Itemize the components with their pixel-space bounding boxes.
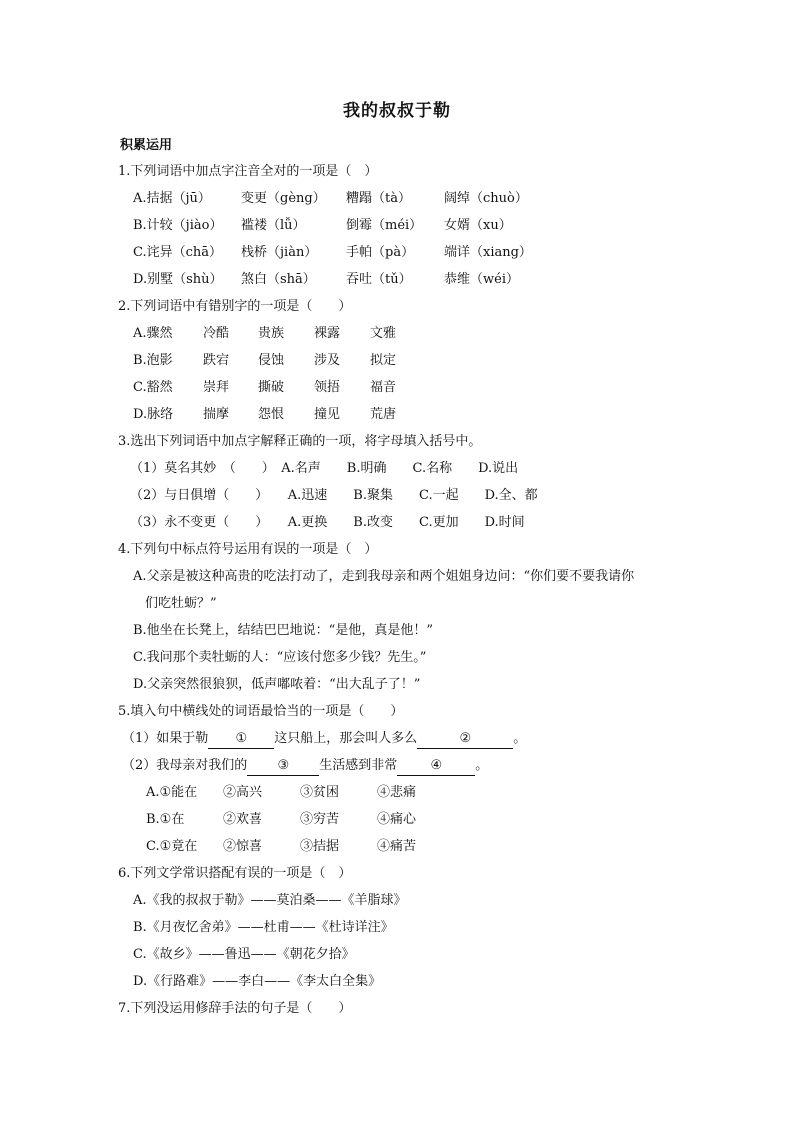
fill-blank: ④ xyxy=(397,757,475,776)
option-cell: 揣摩 xyxy=(203,407,230,422)
option-cell: 涉及 xyxy=(314,353,341,368)
option-cell: D.脉络 xyxy=(133,407,174,422)
sentence-text: （2）我母亲对我们的 xyxy=(122,758,248,773)
question-6-option-c: C.《故乡》——鲁迅——《朝花夕拾》 xyxy=(133,947,355,962)
question-2-option-d xyxy=(118,401,688,428)
option-cell: ④痛苦 xyxy=(377,839,417,854)
option-cell: ②欢喜 xyxy=(223,812,263,827)
option-cell: 怨恨 xyxy=(258,407,285,422)
option-cell: 倒霉（méi） xyxy=(346,218,423,233)
option-cell: B.计较（jiào） xyxy=(133,218,223,233)
question-7-stem: 7.下列没运用修辞手法的句子是（ ） xyxy=(118,1001,352,1016)
question-5-sentence-1 xyxy=(118,725,688,752)
option-cell: ④痛心 xyxy=(377,812,417,827)
question-2-option-a xyxy=(118,320,688,347)
option-cell: A.骤然 xyxy=(133,326,173,341)
option-cell: A.拮据（jū） xyxy=(133,191,211,206)
option-cell: 糟蹋（tà） xyxy=(346,191,411,206)
option-cell: B.①在 xyxy=(146,812,185,827)
option-cell: 福音 xyxy=(370,380,397,395)
option-cell: 煞白（shā） xyxy=(241,272,316,287)
question-3-item-3: （3）永不变更（ ） A.更换 B.改变 C.更加 D.时间 xyxy=(130,515,525,530)
option-cell: 变更（gèng） xyxy=(241,191,326,206)
option-cell: 吞吐（tǔ） xyxy=(346,272,412,287)
option-cell: 裸露 xyxy=(314,326,341,341)
question-4-option-a-continued: 们吃牡蛎？” xyxy=(145,596,217,611)
question-1-option-a xyxy=(118,185,688,212)
option-cell: D.别墅（shù） xyxy=(133,272,223,287)
option-cell: 侵蚀 xyxy=(258,353,285,368)
option-cell: 领捂 xyxy=(314,380,341,395)
option-cell: C.①竟在 xyxy=(146,839,198,854)
option-cell: ②高兴 xyxy=(223,785,263,800)
option-cell: A.①能在 xyxy=(146,785,198,800)
option-cell: 端详（xiang） xyxy=(444,245,532,260)
option-cell: 贵族 xyxy=(258,326,285,341)
option-cell: ③穷苦 xyxy=(300,812,340,827)
sentence-text: （1）如果于勒 xyxy=(122,731,209,746)
question-5-stem: 5.填入句中横线处的词语最恰当的一项是（ ） xyxy=(118,704,404,719)
question-5-option-c xyxy=(118,833,688,860)
sentence-text: 。 xyxy=(513,731,527,746)
option-cell: B.泡影 xyxy=(133,353,173,368)
sentence-text: 。 xyxy=(475,758,489,773)
question-6-option-a: A.《我的叔叔于勒》——莫泊桑——《羊脂球》 xyxy=(133,893,407,908)
page-title: 我的叔叔于勒 xyxy=(343,101,451,121)
question-4-option-b: B.他坐在长凳上，结结巴巴地说：“是他，真是他！” xyxy=(133,623,433,638)
option-cell: 恭维（wéi） xyxy=(444,272,519,287)
option-cell: 崇拜 xyxy=(203,380,230,395)
option-cell: 冷酷 xyxy=(203,326,230,341)
option-cell: 栈桥（jiàn） xyxy=(241,245,318,260)
option-cell: 跌宕 xyxy=(203,353,230,368)
section-heading: 积累运用 xyxy=(120,138,173,153)
sentence-text: 生活感到非常 xyxy=(319,758,398,773)
question-2-option-c xyxy=(118,374,688,401)
question-4-option-c: C.我问那个卖牡蛎的人：“应该付您多少钱？先生。” xyxy=(133,650,427,665)
option-cell: ④悲痛 xyxy=(377,785,417,800)
question-3-stem: 3.选出下列词语中加点字解释正确的一项，将字母填入括号中。 xyxy=(118,434,482,449)
option-cell: 女婿（xu） xyxy=(444,218,512,233)
option-cell: C.豁然 xyxy=(133,380,173,395)
question-1-option-c xyxy=(118,239,688,266)
sentence-text: 这只船上，那会叫人多么 xyxy=(274,731,418,746)
question-6-option-b: B.《月夜忆舍弟》——杜甫——《杜诗详注》 xyxy=(133,920,394,935)
option-cell: 拟定 xyxy=(370,353,397,368)
question-6-option-d: D.《行路难》——李白——《李太白全集》 xyxy=(133,974,382,989)
option-cell: 撞见 xyxy=(314,407,341,422)
question-4-stem: 4.下列句中标点符号运用有误的一项是（ ） xyxy=(118,542,378,557)
question-2-option-b xyxy=(118,347,688,374)
option-cell: 撕破 xyxy=(258,380,285,395)
question-1-stem: 1.下列词语中加点字注音全对的一项是（ ） xyxy=(118,164,378,179)
option-cell: 荒唐 xyxy=(370,407,397,422)
fill-blank: ③ xyxy=(247,757,319,776)
question-1-option-b xyxy=(118,212,688,239)
question-3-item-2: （2）与日俱增（ ） A.迅速 B.聚集 C.一起 D.全、都 xyxy=(130,488,538,503)
option-cell: ②惊喜 xyxy=(223,839,263,854)
question-5-option-a xyxy=(118,779,688,806)
option-cell: 阔绰（chuò） xyxy=(444,191,528,206)
option-cell: 褴褛（lǚ） xyxy=(241,218,306,233)
option-cell: ③贫困 xyxy=(300,785,340,800)
question-3-item-1: （1）莫名其妙 （ ） A.名声 B.明确 C.名称 D.说出 xyxy=(130,461,519,476)
question-6-stem: 6.下列文学常识搭配有误的一项是（ ） xyxy=(118,866,352,881)
option-cell: 文雅 xyxy=(370,326,397,341)
question-4-option-a: A.父亲是被这种高贵的吃法打动了，走到我母亲和两个姐姐身边问：“你们要不要我请你 xyxy=(133,569,635,584)
fill-blank: ① xyxy=(208,730,274,749)
question-1-option-d xyxy=(118,266,688,293)
question-5-option-b xyxy=(118,806,688,833)
question-2-stem: 2.下列词语中有错别字的一项是（ ） xyxy=(118,299,352,314)
question-4-option-d: D.父亲突然很狼狈，低声嘟哝着：“出大乱子了！” xyxy=(133,677,421,692)
question-5-sentence-2 xyxy=(118,752,688,779)
option-cell: ③拮据 xyxy=(300,839,340,854)
option-cell: C.诧异（chā） xyxy=(133,245,223,260)
option-cell: 手帕（pà） xyxy=(346,245,415,260)
question-list xyxy=(118,158,688,1022)
fill-blank: ② xyxy=(417,730,513,749)
